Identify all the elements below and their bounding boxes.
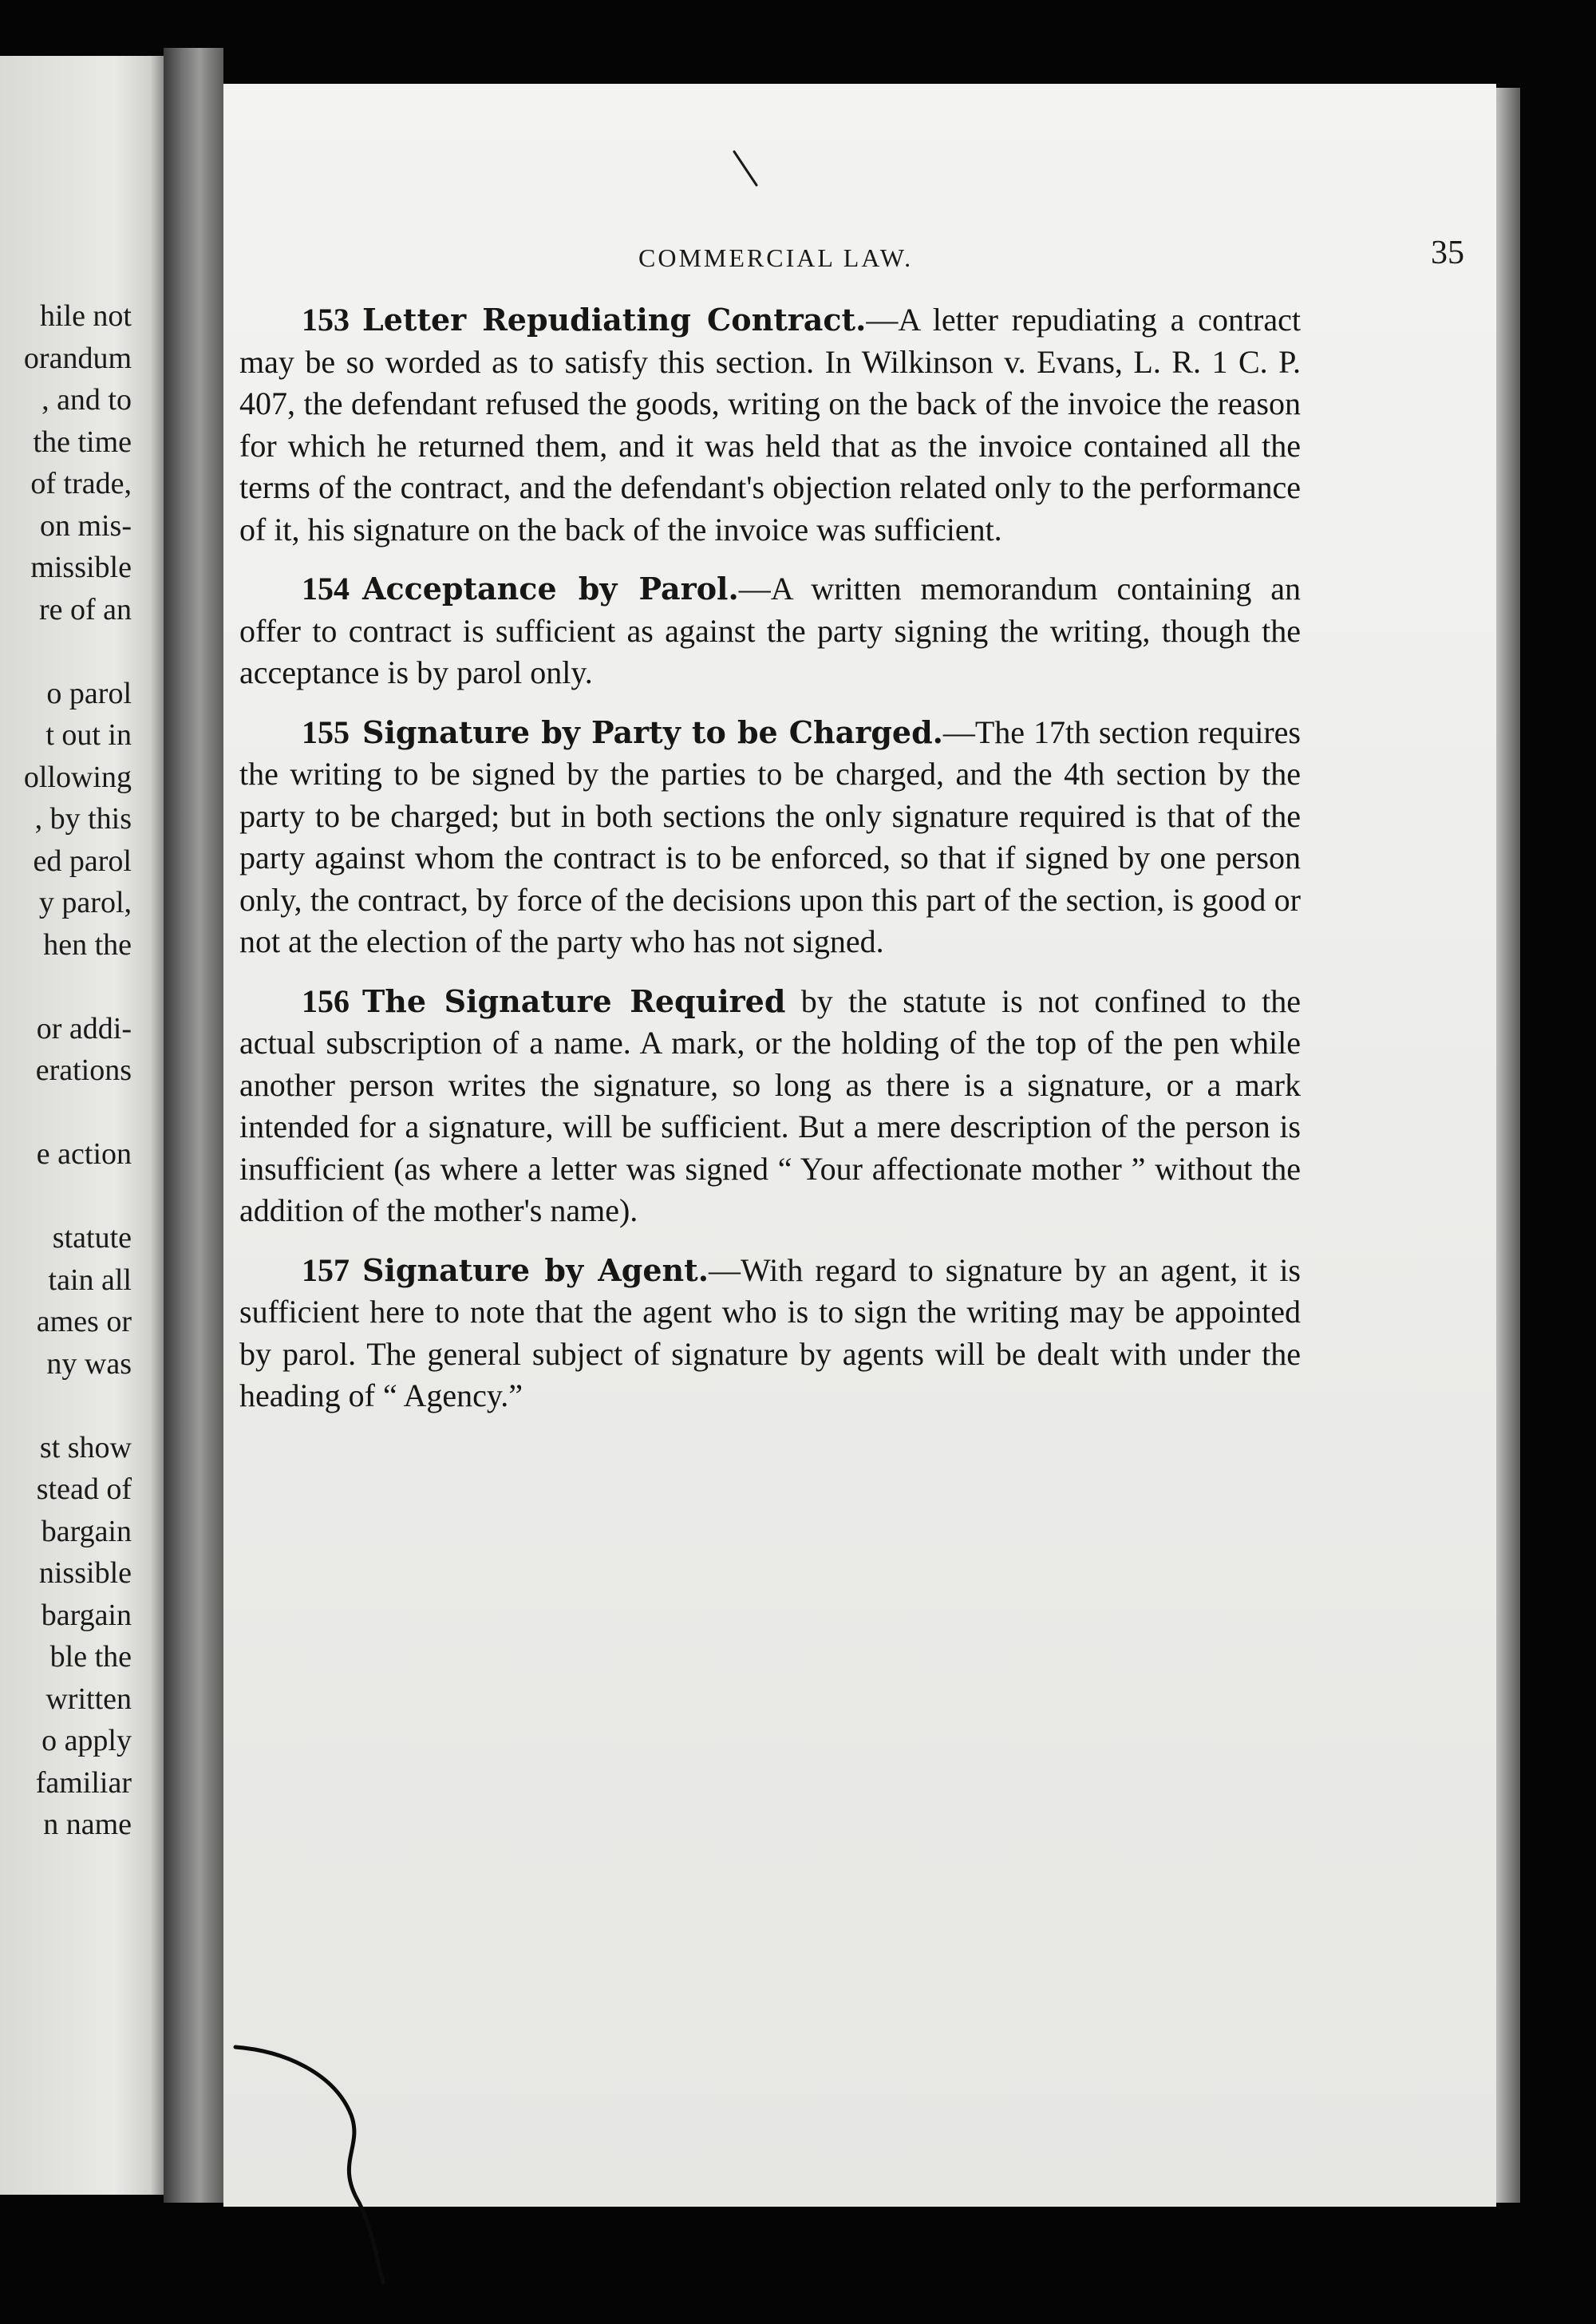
left-page-line: nissible [38,1556,132,1590]
left-page-line: familiar [35,1765,132,1800]
page-number: 35 [1431,235,1464,271]
left-page-line: of trade, [30,467,132,500]
left-page-line: y parol, [38,886,132,919]
section-heading: Signature by Agent. [362,1251,709,1288]
left-page-line: or addi- [36,1011,132,1045]
left-page-line: ny was [46,1346,132,1381]
left-page-line: tain all [48,1263,132,1297]
section-heading: Signature by Party to be Charged. [362,713,943,750]
section-number: 153 [302,302,350,338]
left-page-line: n name [43,1808,132,1841]
left-page-line: , and to [41,383,132,417]
left-page-line: orandum [23,341,132,375]
section-number: 157 [302,1251,350,1288]
section-heading: Letter Repudiating Contract. [362,302,867,338]
left-page-line: ames or [36,1305,132,1338]
left-page-line: e action [36,1137,132,1171]
left-page-line: st show [39,1430,132,1464]
running-head: COMMERCIAL LAW. [638,243,914,272]
section-heading: The Signature Required [362,982,786,1019]
left-page-line: ed parol [33,844,132,878]
section-text: by the statute is not confined to the actual subscription of a name. A mark, or the holding of the top of the pen while another person writes the signature, so long as there is a signature, or a mark intended for a signature, will be sufficient. But a mere description of the person is insufficient (as where a letter was signed “ Your affectionate mother ” without the addition of the mother's name). [239,982,1301,1228]
left-page-line: statute [52,1221,132,1255]
section-number: 155 [302,713,350,750]
left-page-line: hen the [43,927,132,962]
left-page-line: o parol [46,676,132,710]
left-page-line: on mis- [39,508,132,543]
left-page-line: erations [35,1053,132,1087]
left-page-line: missible [30,551,132,584]
left-page-line: stead of [36,1472,132,1506]
left-page-line: written [45,1682,132,1716]
section-number: 154 [302,571,350,607]
left-page-line: bargain [41,1598,132,1632]
section-text: —A letter repudiating a contract may be so worded as to satisfy this section. In Wilkinson v. Evans, L. R. 1 C. P. 407, the defendant refused the goods, writing on the back of the invoice the reason for which he returned them, and it was held that as the invoice contained all the terms of the contract, and the defendant's objection related only to the performance of it, his signature on the back of the invoice was sufficient. [239,302,1301,547]
section-number: 156 [302,982,350,1019]
left-page-line: ollowing [23,760,132,794]
section-text: —With regard to signature by an agent, it is sufficient here to note that the agent who is to sign the writing may be appointed by parol. The general subject of signature by agents will be dealt with under the heading of “ Agency.” [239,1251,1301,1413]
left-page-line: hile not [39,299,132,333]
left-page-line: t out in [45,718,132,752]
left-page-line: the time [33,425,132,459]
left-page-line: , by this [34,802,132,836]
left-page-line: ble the [49,1640,132,1674]
section-text: —The 17th section requires the writing to be signed by the parties to be charged, and the 4th section by the party to be charged; but in both sections the only signature required is that of the party against whom the contract is to be enforced, so that if signed by one person only, the contract, by force of the decisions upon this part of the section, is good or not at the election of the party who has not signed. [239,713,1301,959]
left-page-line: o apply [41,1724,132,1757]
left-page-line: bargain [41,1514,132,1548]
section-text: —A written memorandum containing an offer to contract is sufficient as against the party signing the writing, though the acceptance is by parol only. [239,571,1301,690]
section-heading: Acceptance by Parol. [362,571,739,607]
left-page-line: re of an [38,592,132,626]
